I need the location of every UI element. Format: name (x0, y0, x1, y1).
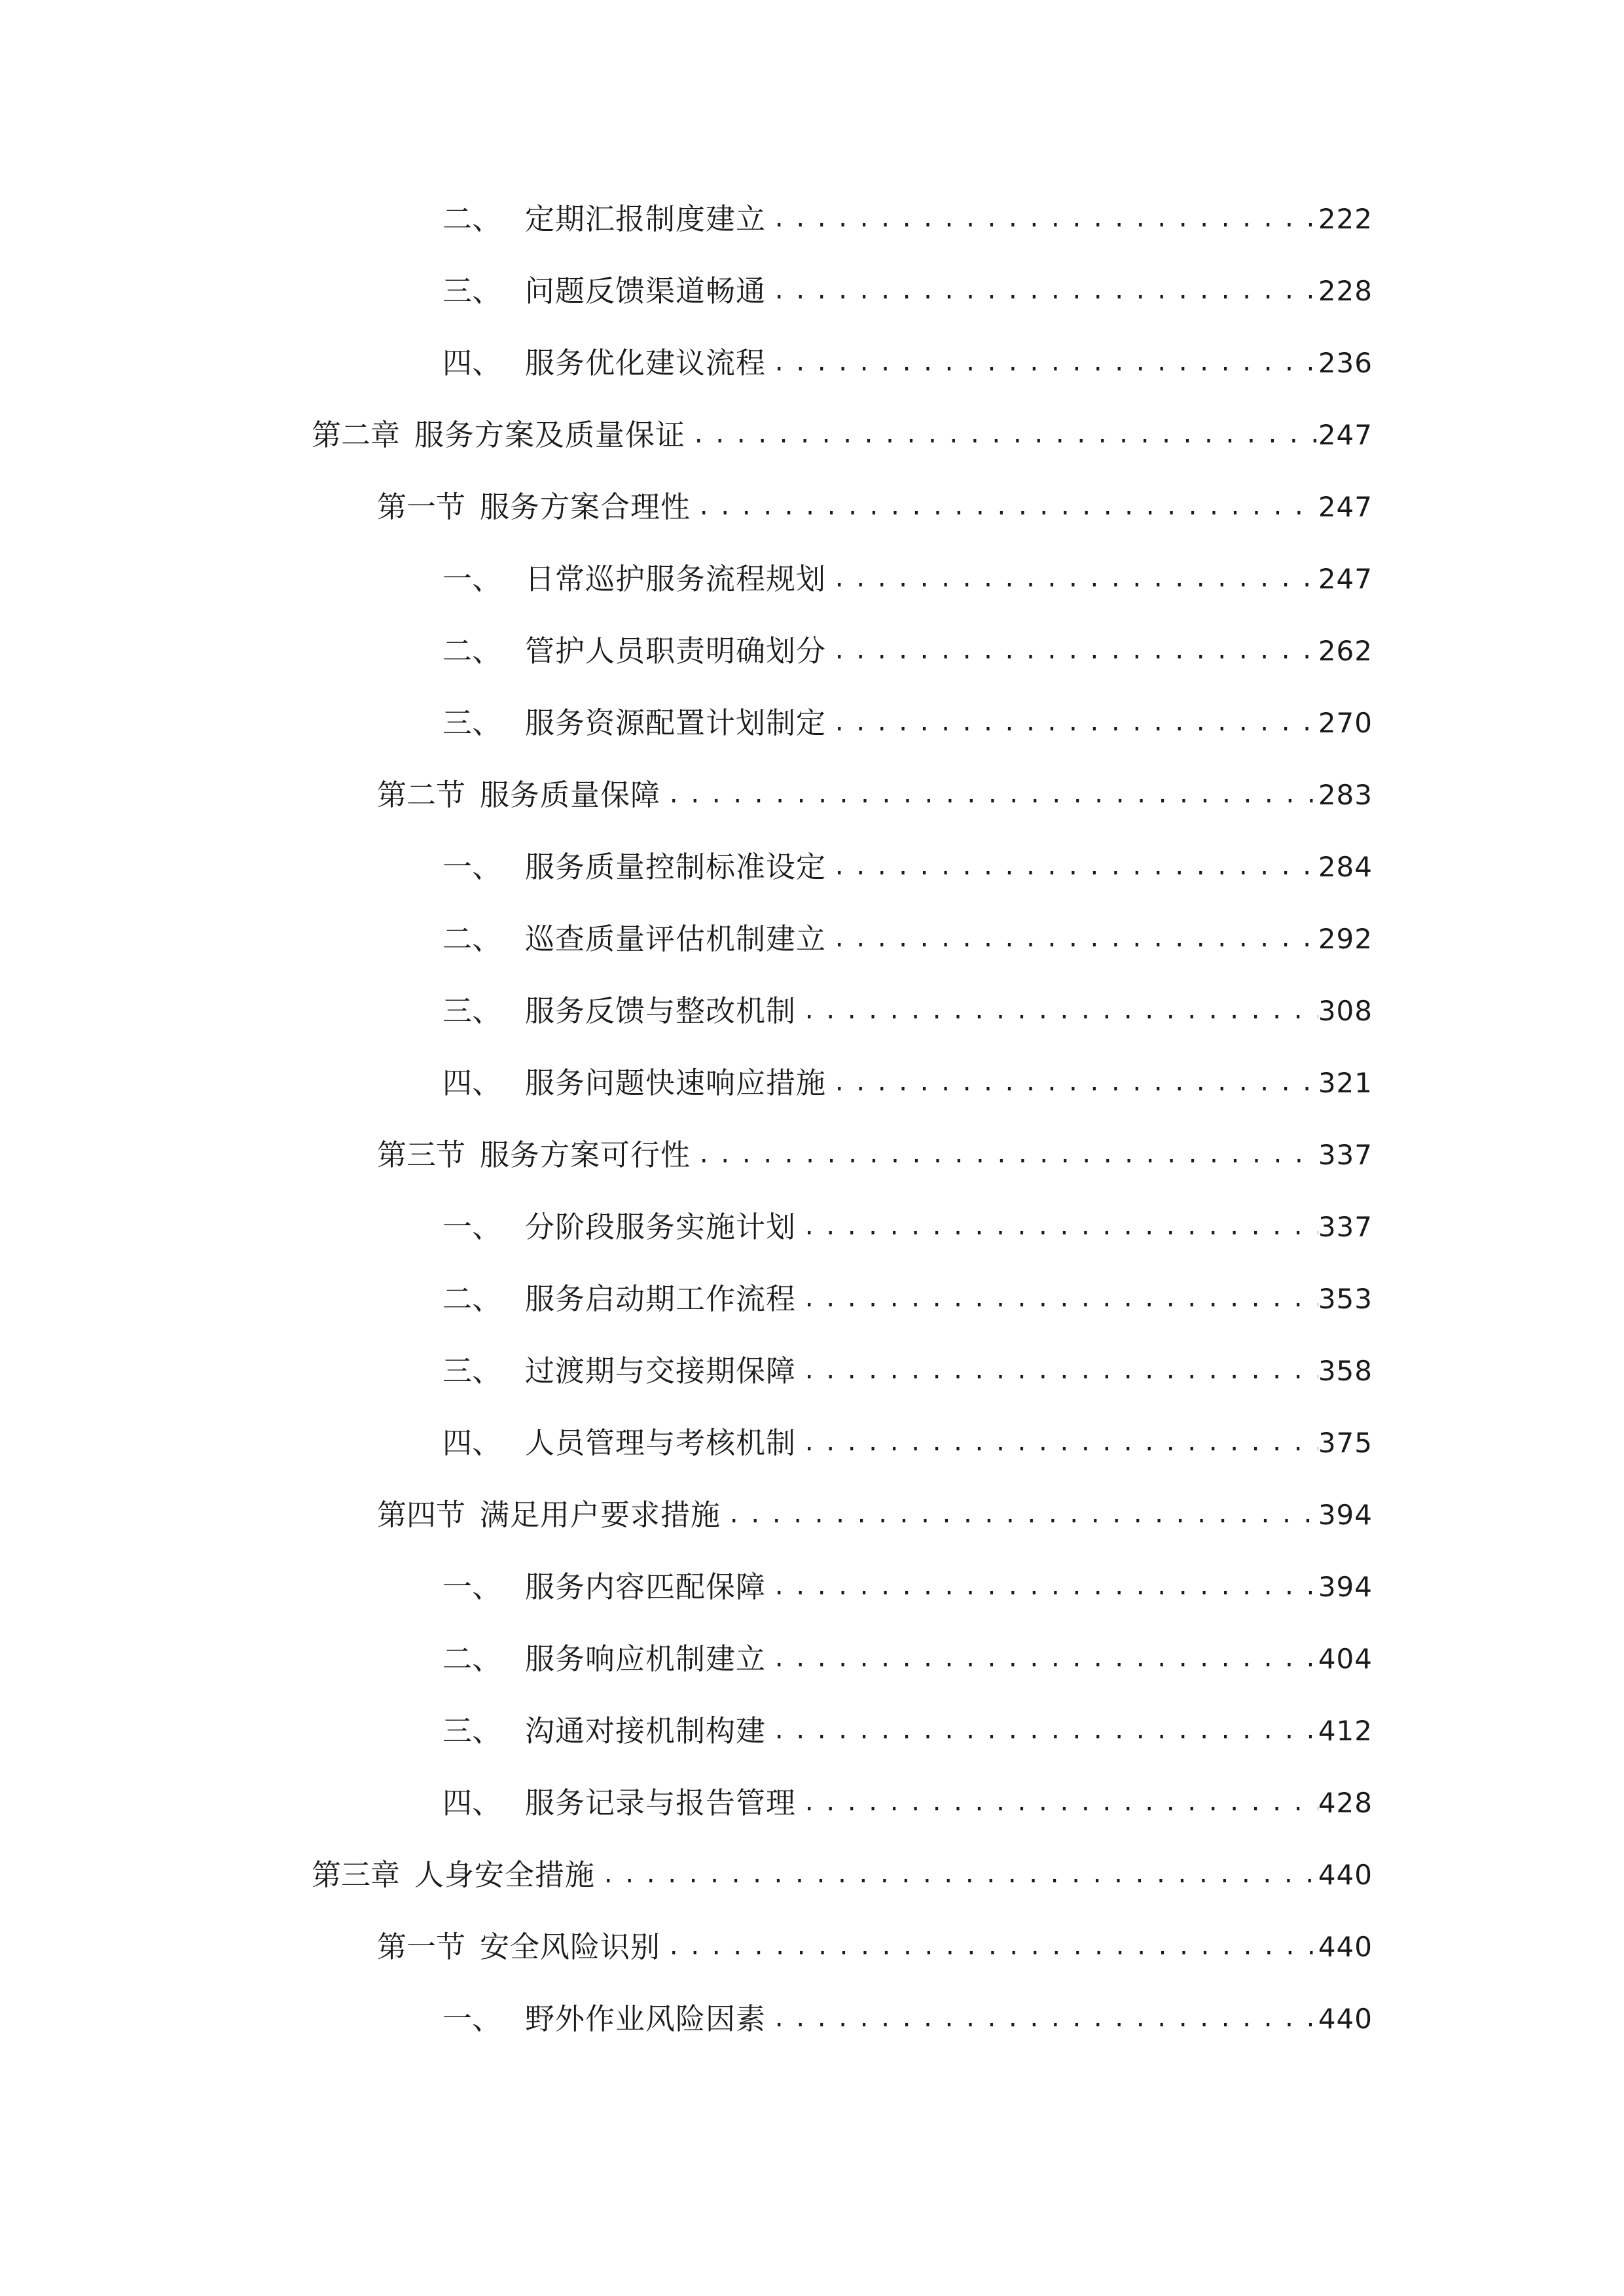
toc-entry-page-number: 440 (1318, 2003, 1373, 2035)
toc-entry-title: 服务方案可行性 (480, 1138, 691, 1172)
toc-entry[interactable] (442, 625, 1373, 677)
toc-entry-page-number: 394 (1318, 1499, 1373, 1531)
toc-entry-page-number: 284 (1318, 851, 1373, 883)
toc-entry-title: 管护人员职责明确划分 (525, 634, 827, 668)
toc-entry-page-number: 247 (1318, 491, 1373, 523)
toc-entry[interactable] (442, 1273, 1373, 1325)
toc-entry[interactable] (442, 265, 1373, 317)
toc-entry-page-number: 262 (1318, 635, 1373, 667)
toc-entry-title: 服务方案及质量保证 (414, 418, 686, 452)
toc-entry-page-number: 353 (1318, 1283, 1373, 1315)
toc-entry[interactable] (442, 913, 1373, 965)
toc-entry[interactable] (442, 1561, 1373, 1613)
toc-entry-title: 过渡期与交接期保障 (525, 1354, 797, 1388)
toc-entry-title: 分阶段服务实施计划 (525, 1210, 797, 1244)
toc-entry-number: 第二节 (377, 778, 466, 812)
toc-entry-title: 服务质量控制标准设定 (525, 850, 827, 884)
toc-entry-page-number: 228 (1318, 275, 1373, 307)
toc-entry-page-number: 222 (1318, 203, 1373, 235)
toc-entry-title: 安全风险识别 (480, 1929, 661, 1964)
dot-leader (766, 265, 1318, 317)
toc-entry[interactable] (442, 553, 1373, 605)
toc-entry-number: 第二章 (312, 418, 401, 452)
toc-entry-page-number: 404 (1318, 1643, 1373, 1675)
dot-leader (826, 697, 1318, 749)
toc-entry-number: 二、 (442, 634, 502, 668)
toc-entry-number: 四、 (442, 1426, 502, 1460)
dot-leader (766, 1993, 1318, 2045)
toc-entry-number: 二、 (442, 1641, 502, 1676)
dot-leader (826, 1057, 1318, 1109)
toc-entry[interactable] (377, 1129, 1373, 1181)
toc-entry[interactable] (442, 337, 1373, 389)
toc-entry[interactable] (377, 481, 1373, 533)
toc-entry[interactable] (442, 1705, 1373, 1757)
toc-entry[interactable] (442, 1057, 1373, 1109)
toc-entry[interactable] (312, 1849, 1373, 1901)
toc-entry[interactable] (442, 1201, 1373, 1253)
dot-leader (796, 1417, 1318, 1469)
toc-entry[interactable] (442, 1993, 1373, 2045)
dot-leader (660, 1921, 1318, 1973)
toc-entry-page-number: 236 (1318, 347, 1373, 379)
toc-entry[interactable] (442, 985, 1373, 1037)
dot-leader (766, 1561, 1318, 1613)
toc-entry[interactable] (377, 1921, 1373, 1973)
toc-entry-page-number: 283 (1318, 779, 1373, 811)
toc-entry-page-number: 440 (1318, 1859, 1373, 1891)
toc-entry-number: 一、 (442, 562, 502, 596)
toc-entry[interactable] (377, 769, 1373, 821)
dot-leader (826, 913, 1318, 965)
dot-leader (796, 985, 1318, 1037)
toc-entry-page-number: 247 (1318, 563, 1373, 595)
toc-entry-title: 服务方案合理性 (480, 490, 691, 524)
dot-leader (826, 553, 1318, 605)
toc-entry-number: 一、 (442, 850, 502, 884)
toc-entry-page-number: 428 (1318, 1787, 1373, 1819)
toc-entry-number: 三、 (442, 1713, 502, 1748)
dot-leader (826, 625, 1318, 677)
toc-entry-title: 人员管理与考核机制 (525, 1426, 797, 1460)
toc-entry[interactable] (442, 1633, 1373, 1685)
toc-entry-number: 四、 (442, 1785, 502, 1820)
toc-entry[interactable] (442, 1417, 1373, 1469)
toc-entry[interactable] (377, 1489, 1373, 1541)
toc-entry-page-number: 440 (1318, 1931, 1373, 1963)
toc-entry-number: 四、 (442, 1066, 502, 1100)
toc-entry-page-number: 321 (1318, 1067, 1373, 1099)
toc-entry-number: 二、 (442, 1282, 502, 1316)
toc-entry-title: 服务启动期工作流程 (525, 1282, 797, 1316)
toc-entry-number: 第三节 (377, 1138, 466, 1172)
dot-leader (721, 1489, 1318, 1541)
toc-entry-title: 服务响应机制建立 (525, 1641, 767, 1676)
toc-entry-number: 二、 (442, 202, 502, 236)
toc-entry-title: 人身安全措施 (414, 1857, 596, 1892)
toc-entry-number: 三、 (442, 994, 502, 1028)
toc-entry-page-number: 308 (1318, 995, 1373, 1027)
toc-entry-number: 第一节 (377, 1929, 466, 1964)
toc-entry[interactable] (442, 697, 1373, 749)
dot-leader (660, 769, 1318, 821)
toc-entry-title: 服务记录与报告管理 (525, 1785, 797, 1820)
toc-entry-page-number: 394 (1318, 1571, 1373, 1603)
dot-leader (766, 193, 1318, 245)
toc-entry-page-number: 375 (1318, 1427, 1373, 1459)
toc-entry-title: 服务反馈与整改机制 (525, 994, 797, 1028)
toc-entry-number: 三、 (442, 706, 502, 740)
toc-entry-title: 满足用户要求措施 (480, 1498, 721, 1532)
toc-entry-page-number: 412 (1318, 1715, 1373, 1747)
dot-leader (796, 1201, 1318, 1253)
dot-leader (826, 841, 1318, 893)
toc-entry-title: 服务优化建议流程 (525, 346, 767, 380)
toc-entry[interactable] (442, 193, 1373, 245)
toc-entry-title: 定期汇报制度建立 (525, 202, 767, 236)
toc-entry-page-number: 247 (1318, 419, 1373, 451)
toc-entry-number: 第三章 (312, 1857, 401, 1892)
toc-entry-number: 第四节 (377, 1498, 466, 1532)
toc-entry-title: 野外作业风险因素 (525, 2001, 767, 2036)
toc-entry-number: 四、 (442, 346, 502, 380)
toc-entry-title: 问题反馈渠道畅通 (525, 274, 767, 308)
toc-entry-title: 服务质量保障 (480, 778, 661, 812)
toc-entry-number: 三、 (442, 1354, 502, 1388)
toc-entry-number: 二、 (442, 922, 502, 956)
toc-entry-title: 巡查质量评估机制建立 (525, 922, 827, 956)
toc-entry-page-number: 292 (1318, 923, 1373, 955)
dot-leader (796, 1777, 1318, 1829)
toc-entry-title: 服务内容匹配保障 (525, 1570, 767, 1604)
toc-entry-number: 一、 (442, 2001, 502, 2036)
toc-entry[interactable] (442, 1345, 1373, 1397)
toc-entry-number: 三、 (442, 274, 502, 308)
toc-entry[interactable] (442, 1777, 1373, 1829)
toc-entry-page-number: 270 (1318, 707, 1373, 739)
toc-entry-number: 第一节 (377, 490, 466, 524)
dot-leader (796, 1345, 1318, 1397)
dot-leader (766, 1633, 1318, 1685)
dot-leader (685, 409, 1318, 461)
dot-leader (796, 1273, 1318, 1325)
toc-entry[interactable] (442, 841, 1373, 893)
dot-leader (766, 337, 1318, 389)
toc-entry-title: 服务资源配置计划制定 (525, 706, 827, 740)
toc-entry[interactable] (312, 409, 1373, 461)
toc-entry-page-number: 337 (1318, 1211, 1373, 1243)
toc-entry-number: 一、 (442, 1570, 502, 1604)
toc-entry-page-number: 337 (1318, 1139, 1373, 1171)
toc-entry-title: 服务问题快速响应措施 (525, 1066, 827, 1100)
dot-leader (691, 1129, 1318, 1181)
toc-entry-page-number: 358 (1318, 1355, 1373, 1387)
dot-leader (595, 1849, 1318, 1901)
toc-entry-number: 一、 (442, 1210, 502, 1244)
toc-entry-title: 日常巡护服务流程规划 (525, 562, 827, 596)
toc-entry-title: 沟通对接机制构建 (525, 1713, 767, 1748)
dot-leader (691, 481, 1318, 533)
dot-leader (766, 1705, 1318, 1757)
